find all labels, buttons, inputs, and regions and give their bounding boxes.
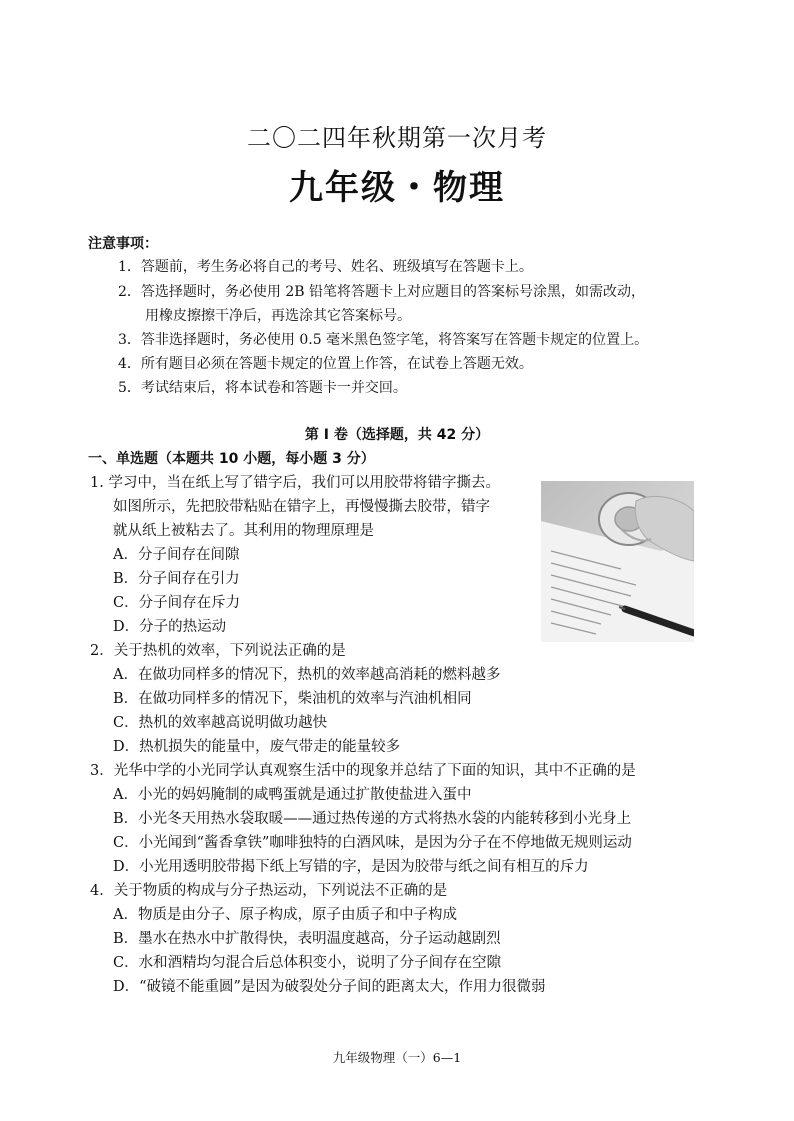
option: D．分子的热运动: [113, 619, 227, 635]
question-stem: 4．关于物质的构成与分子热运动，下列说法不正确的是: [90, 883, 448, 899]
notice-item: 3．答非选择题时，务必使用 0.5 毫米黑色签字笔，将答案写在答题卡规定的位置上。: [118, 332, 649, 348]
section-heading: 第 I 卷（选择题，共 42 分）: [304, 427, 490, 443]
tape-photo-graphic: [541, 481, 694, 642]
option: A．分子间存在间隙: [113, 547, 240, 563]
option: A．在做功同样多的情况下，热机的效率越高消耗的燃料越多: [113, 667, 501, 683]
notice-item: 2．答选择题时，务必使用 2B 铅笔将答题卡上对应题目的答案标号涂黑，如需改动，: [118, 284, 646, 300]
option: B．小光冬天用热水袋取暖——通过热传递的方式将热水袋的内能转移到小光身上: [113, 811, 632, 827]
notice-item: 4．所有题目必须在答题卡规定的位置上作答，在试卷上答题无效。: [118, 356, 533, 372]
option: C．分子间存在斥力: [113, 595, 241, 611]
exam-title: 二〇二四年秋期第一次月考: [247, 124, 547, 152]
option: B．墨水在热水中扩散得快，表明温度越高，分子运动越剧烈: [113, 931, 501, 947]
option: A．物质是由分子、原子构成，原子由质子和中子构成: [113, 907, 457, 923]
question-stem: 2．关于热机的效率，下列说法正确的是: [90, 643, 346, 659]
option: C．小光闻到“酱香拿铁”咖啡独特的白酒风味，是因为分子在不停地做无规则运动: [113, 835, 632, 851]
option: C．热机的效率越高说明做功越快: [113, 715, 328, 731]
notice-item-continued: 用橡皮擦擦干净后，再选涂其它答案标号。: [145, 308, 411, 324]
question-stem: 如图所示，先把胶带粘贴在错字上，再慢慢撕去胶带，错字: [113, 499, 490, 515]
question-stem: 3．光华中学的小光同学认真观察生活中的现象并总结了下面的知识，其中不正确的是: [90, 763, 636, 779]
question-stem: 1. 学习中，当在纸上写了错字后，我们可以用胶带将错字撕去。: [90, 475, 500, 491]
option: B．分子间存在引力: [113, 571, 240, 587]
option: D．热机损失的能量中，废气带走的能量较多: [113, 739, 401, 755]
question-stem: 就从纸上被粘去了。其利用的物理原理是: [113, 523, 374, 539]
subject-title: 九年级・物理: [289, 168, 505, 208]
tape-photo: [541, 481, 694, 642]
notice-item: 5．考试结束后，将本试卷和答题卡一并交回。: [118, 380, 407, 396]
option: C．水和酒精均匀混合后总体积变小，说明了分子间存在空隙: [113, 955, 502, 971]
option: A．小光的妈妈腌制的咸鸭蛋就是通过扩散使盐进入蛋中: [113, 787, 472, 803]
option: D．“破镜不能重圆”是因为破裂处分子间的距离太大，作用力很微弱: [113, 979, 546, 995]
part-heading: 一、单选题（本题共 10 小题，每小题 3 分）: [88, 451, 375, 467]
option: B．在做功同样多的情况下，柴油机的效率与汽油机相同: [113, 691, 472, 707]
option: D．小光用透明胶带揭下纸上写错的字，是因为胶带与纸之间有相互的斥力: [113, 859, 589, 875]
notice-item: 1．答题前，考生务必将自己的考号、姓名、班级填写在答题卡上。: [118, 259, 533, 275]
page-footer: 九年级物理（一）6—1: [332, 1050, 462, 1065]
notice-heading: 注意事项：: [88, 236, 158, 252]
